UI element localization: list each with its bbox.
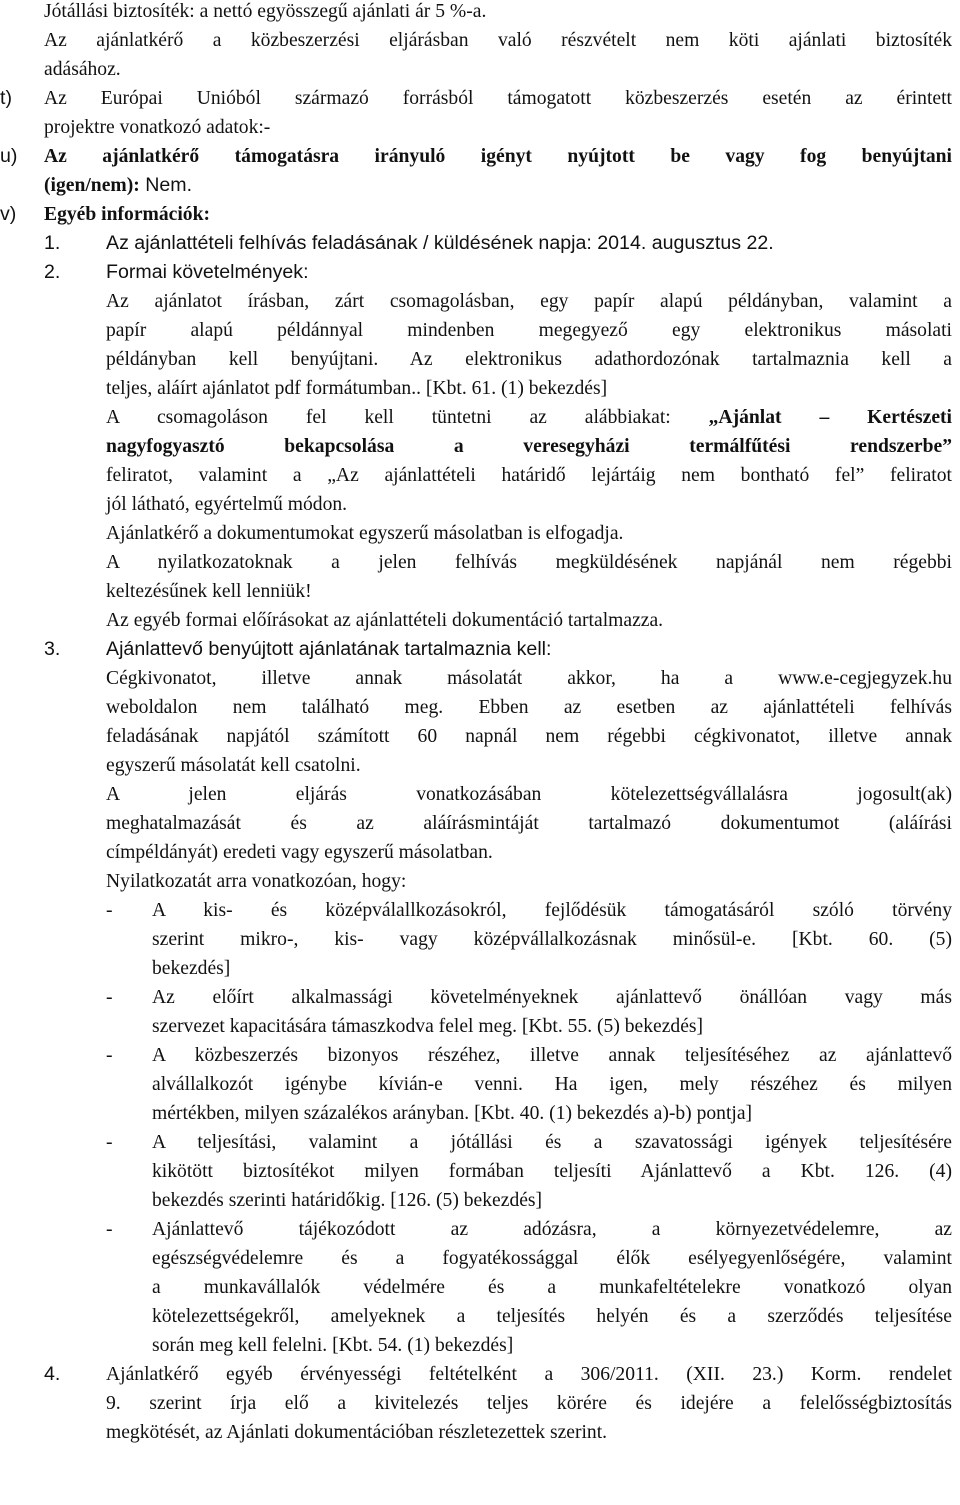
list-item <box>44 896 952 983</box>
text-line: megkötését, az Ajánlati dokumentációban részletezettek szerint. <box>106 1422 608 1443</box>
text-line <box>106 403 952 432</box>
text-line: A nyilatkozatoknak a jelen felhívás megküldésének napjánál nem régebbi <box>106 552 952 573</box>
text-line: Ajánlatkérő a dokumentumokat egyszerű másolatban is elfogadja. <box>106 523 624 544</box>
point-1 <box>44 229 952 258</box>
text-line: egyszerű másolatát kell csatolni. <box>106 755 361 776</box>
list-item <box>44 1128 952 1215</box>
bullet-dash: - <box>106 1045 113 1066</box>
bullet-dash: - <box>106 1219 113 1240</box>
text-line: jól látható, egyértelmű módon. <box>106 494 348 515</box>
item-t <box>0 84 952 142</box>
text-line: A jelen eljárás vonatkozásában kötelezettségvállalásra jogosult(ak) <box>106 784 952 805</box>
text-line: mértékben, milyen százalékos arányban. [Kbt. 40. (1) bekezdés a)-b) pontja] <box>152 1103 753 1124</box>
point-heading: Formai követelmények: <box>106 261 309 283</box>
item-marker: u) <box>0 145 18 167</box>
point-3 <box>44 635 952 1360</box>
text-line: projektre vonatkozó adatok:- <box>44 117 271 138</box>
text-line: Az ajánlatot írásban, zárt csomagolásban, egy papír alapú példányban, valamint a <box>106 291 952 312</box>
point-number: 3. <box>44 638 61 660</box>
text-line: Az egyéb formai előírásokat az ajánlattételi dokumentáció tartalmazza. <box>106 610 664 631</box>
text-line: szervezet kapacitására támaszkodva felel meg. [Kbt. 55. (5) bekezdés] <box>152 1016 704 1037</box>
text-line: Jótállási biztosíték: a nettó egyösszegű ajánlati ár 5 %-a. <box>44 1 487 22</box>
text-line: Ajánlattevő tájékozódott az adózásra, a környezetvédelemre, az <box>152 1219 952 1240</box>
item-v <box>0 200 952 229</box>
text-line: egészségvédelemre és a fogyatékossággal élők esélyegyenlőségére, valamint <box>152 1248 952 1269</box>
text-line: kikötött biztosítékot milyen formában teljesíti Ajánlattevő a Kbt. 126. (4) <box>152 1161 952 1182</box>
text-line <box>44 171 952 200</box>
text-line: teljes, aláírt ajánlatot pdf formátumban.. [Kbt. 61. (1) bekezdés] <box>106 378 608 399</box>
guarantee-section <box>44 0 952 84</box>
list-item <box>44 983 952 1041</box>
text-line: példányban kell benyújtani. Az elektronikus adathordozónak tartalmaznia kell a <box>106 349 952 370</box>
bullet-dash: - <box>106 987 113 1008</box>
requirement-list <box>44 896 952 1360</box>
text-line: alvállalkozót igénybe kívián-e venni. Ha igen, mely részéhez és milyen <box>152 1074 952 1095</box>
text-line: feladásának napjától számított 60 napnál nem régebbi cégkivonatot, illetve annak <box>106 726 952 747</box>
point-number: 2. <box>44 261 61 283</box>
point-4 <box>44 1360 952 1447</box>
item-marker: t) <box>0 87 12 109</box>
text-line: Cégkivonatot, illetve annak másolatát akkor, ha a www.e-cegjegyzek.hu <box>106 668 952 689</box>
bold-run: „Ajánlat – Kertészeti <box>708 407 952 428</box>
text-line: adásához. <box>44 59 121 80</box>
text-line: A teljesítási, valamint a jótállási és a szavatossági igények teljesítésére <box>152 1132 952 1153</box>
bullet-dash: - <box>106 1132 113 1153</box>
text-line: nagyfogyasztó bekapcsolása a veresegyházi termálfűtési rendszerbe” <box>106 436 952 457</box>
text-line: Ajánlatkérő egyéb érvényességi feltételként a 306/2011. (XII. 23.) Korm. rendelet <box>106 1364 952 1385</box>
answer-value: Nem. <box>139 174 193 196</box>
text-line: a munkavállalók védelmére és a munkafeltételekre vonatkozó olyan <box>152 1277 952 1298</box>
text-line: weboldalon nem található meg. Ebben az esetben az ajánlattételi felhívás <box>106 697 952 718</box>
text-line: 9. szerint írja elő a kivitelezés teljes körére és idejére a felelősségbiztosítás <box>106 1393 952 1414</box>
text-line: bekezdés] <box>152 958 231 979</box>
text-line: Az ajánlattételi felhívás feladásának / küldésének napja: 2014. augusztus 22. <box>106 232 774 254</box>
point-number: 4. <box>44 1363 61 1385</box>
section-title: Egyéb információk: <box>44 204 210 225</box>
point-heading: Ajánlattevő benyújtott ajánlatának tartalmaznia kell: <box>106 638 552 660</box>
item-u <box>0 142 952 200</box>
text-line: során meg kell felelni. [Kbt. 54. (1) bekezdés] <box>152 1335 514 1356</box>
text-line: címpéldányát) eredeti vagy egyszerű másolatban. <box>106 842 493 863</box>
text-line: Az ajánlatkérő a közbeszerzési eljárásban való részvételt nem köti ajánlati biztosíték <box>44 30 952 51</box>
text-line: Az előírt alkalmassági követelményeknek ajánlattevő önállóan vagy más <box>152 987 952 1008</box>
text-line: szerint mikro-, kis- vagy középvállalkozásnak minősül-e. [Kbt. 60. (5) <box>152 929 952 950</box>
text-line: papír alapú példánnyal mindenben megegyező egy elektronikus másolati <box>106 320 952 341</box>
bold-label: (igen/nem): <box>44 175 140 196</box>
text-line: keltezésűnek kell lenniük! <box>106 581 312 602</box>
text-line: bekezdés szerinti határidőkig. [126. (5) bekezdés] <box>152 1190 543 1211</box>
text-line: A kis- és középválallkozásokról, fejlődésük támogatásáról szóló törvény <box>152 900 952 921</box>
bullet-dash: - <box>106 900 113 921</box>
text-run: A csomagoláson fel kell tüntetni az alábbiakat: <box>106 407 709 428</box>
text-line: kötelezettségekről, amelyeknek a teljesítés helyén és a szerződés teljesítése <box>152 1306 952 1327</box>
point-2 <box>44 258 952 635</box>
text-line: Az ajánlatkérő támogatásra irányuló igényt nyújtott be vagy fog benyújtani <box>44 146 952 167</box>
text-line: A közbeszerzés bizonyos részéhez, illetve annak teljesítéséhez az ajánlattevő <box>152 1045 952 1066</box>
text-line: Az Európai Unióból származó forrásból támogatott közbeszerzés esetén az érintett <box>44 88 952 109</box>
point-number: 1. <box>44 232 61 254</box>
list-item <box>44 1215 952 1360</box>
item-marker: v) <box>0 203 17 225</box>
list-item <box>44 1041 952 1128</box>
text-line: meghatalmazását és az aláírásmintáját tartalmazó dokumentumot (aláírási <box>106 813 952 834</box>
text-line: Nyilatkozatát arra vonatkozóan, hogy: <box>106 871 407 892</box>
text-line: feliratot, valamint a „Az ajánlattételi határidő lejártáig nem bontható fel” feliratot <box>106 465 952 486</box>
